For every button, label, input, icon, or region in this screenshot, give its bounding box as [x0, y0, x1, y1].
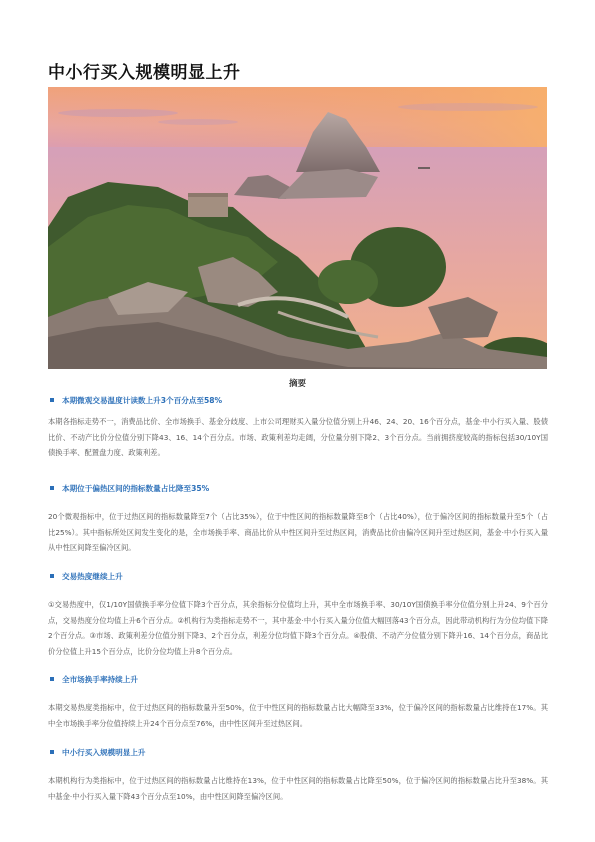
square-bullet-icon — [50, 677, 54, 681]
section-heading-text: 本期位于偏热区间的指标数量占比降至35% — [62, 483, 210, 493]
square-bullet-icon — [50, 398, 54, 402]
section-heading-text: 交易热度继续上升 — [62, 571, 123, 581]
section-heading — [48, 673, 548, 685]
section-body: 本期交易热度类指标中，位于过热区间的指标数量升至50%，位于中性区间的指标数量占比大幅降至33%，位于偏冷区间的指标数量占比维持在17%。其中全市场换手率分位值持续上升24个百分点至76%，由中性区间升至过热区间。 — [48, 703, 548, 728]
section-body: 本期机构行为类指标中，位于过热区间的指标数量占比维持在13%，位于中性区间的指标数量占比降至50%，位于偏冷区间的指标数量占比升至38%。其中基金·中小行买入量下降43个百分点至10%，由中性区间降至偏冷区间。 — [48, 776, 548, 801]
section-body: ①交易热度中，仅1/10Y国债换手率分位值下降3个百分点，其余指标分位值均上升，其中全市场换手率、30/10Y国债换手率分位值分别上升24、9个百分点，交易热度分位均值上升6个百分点。②机构行为类指标走势不一，其中基金·中小行买入量分位值大幅回落43个百分点，因此带动机构行为分位均值下降2个百分点。③市场、政策利差分位值分别下降3、2个百分点，利差分位均值下降3个百分点。④股债、不动产分位值分别下降升16、14个百分点，商品比价分位值上升15个百分点，比价分位均值上升8个百分点。 — [48, 600, 548, 656]
summary-section — [48, 673, 548, 731]
summary-section — [48, 482, 548, 556]
section-body: 本期各指标走势不一，消费品比价、全市场换手、基金分歧度、上市公司理财买入量分位值分别上升46、24、20、16个百分点，基金·中小行买入量、股债比价、不动产比价分位值分别下降43、16、14个百分点。市场、政策利差均走阔，分位量分别下降2、3个百分点。当前拥挤度较高的指标包括30/10Y国债换手率、配置盘力度、政策利差。 — [48, 417, 548, 457]
hero-image — [48, 87, 547, 369]
section-heading-text: 本期微观交易温度计读数上升3个百分点至58% — [62, 395, 223, 405]
page-title: 中小行买入规模明显上升 — [48, 63, 241, 83]
section-heading — [48, 746, 548, 758]
section-body: 20个微观指标中，位于过热区间的指标数量降至7个（占比35%），位于中性区间的指标数量降至8个（占比40%），位于偏冷区间的指标数量升至5个（占比25%）。其中指标所处区间发生变化的是，全市场换手率、商品比价从中性区间升至过热区间，消费品比价由偏冷区间升至过热区间，基金·中小行买入量从中性区间降至偏冷区间。 — [48, 512, 548, 552]
summary-section — [48, 570, 548, 659]
section-heading-text: 全市场换手率持续上升 — [62, 674, 138, 684]
square-bullet-icon — [50, 574, 54, 578]
section-heading-text: 中小行买入规模明显上升 — [62, 747, 146, 757]
section-heading — [48, 570, 548, 582]
section-heading — [48, 482, 548, 494]
square-bullet-icon — [50, 750, 54, 754]
summary-section — [48, 394, 548, 461]
summary-section — [48, 746, 548, 804]
square-bullet-icon — [50, 486, 54, 490]
image-caption: 摘要 — [288, 379, 306, 389]
section-heading — [48, 394, 548, 406]
